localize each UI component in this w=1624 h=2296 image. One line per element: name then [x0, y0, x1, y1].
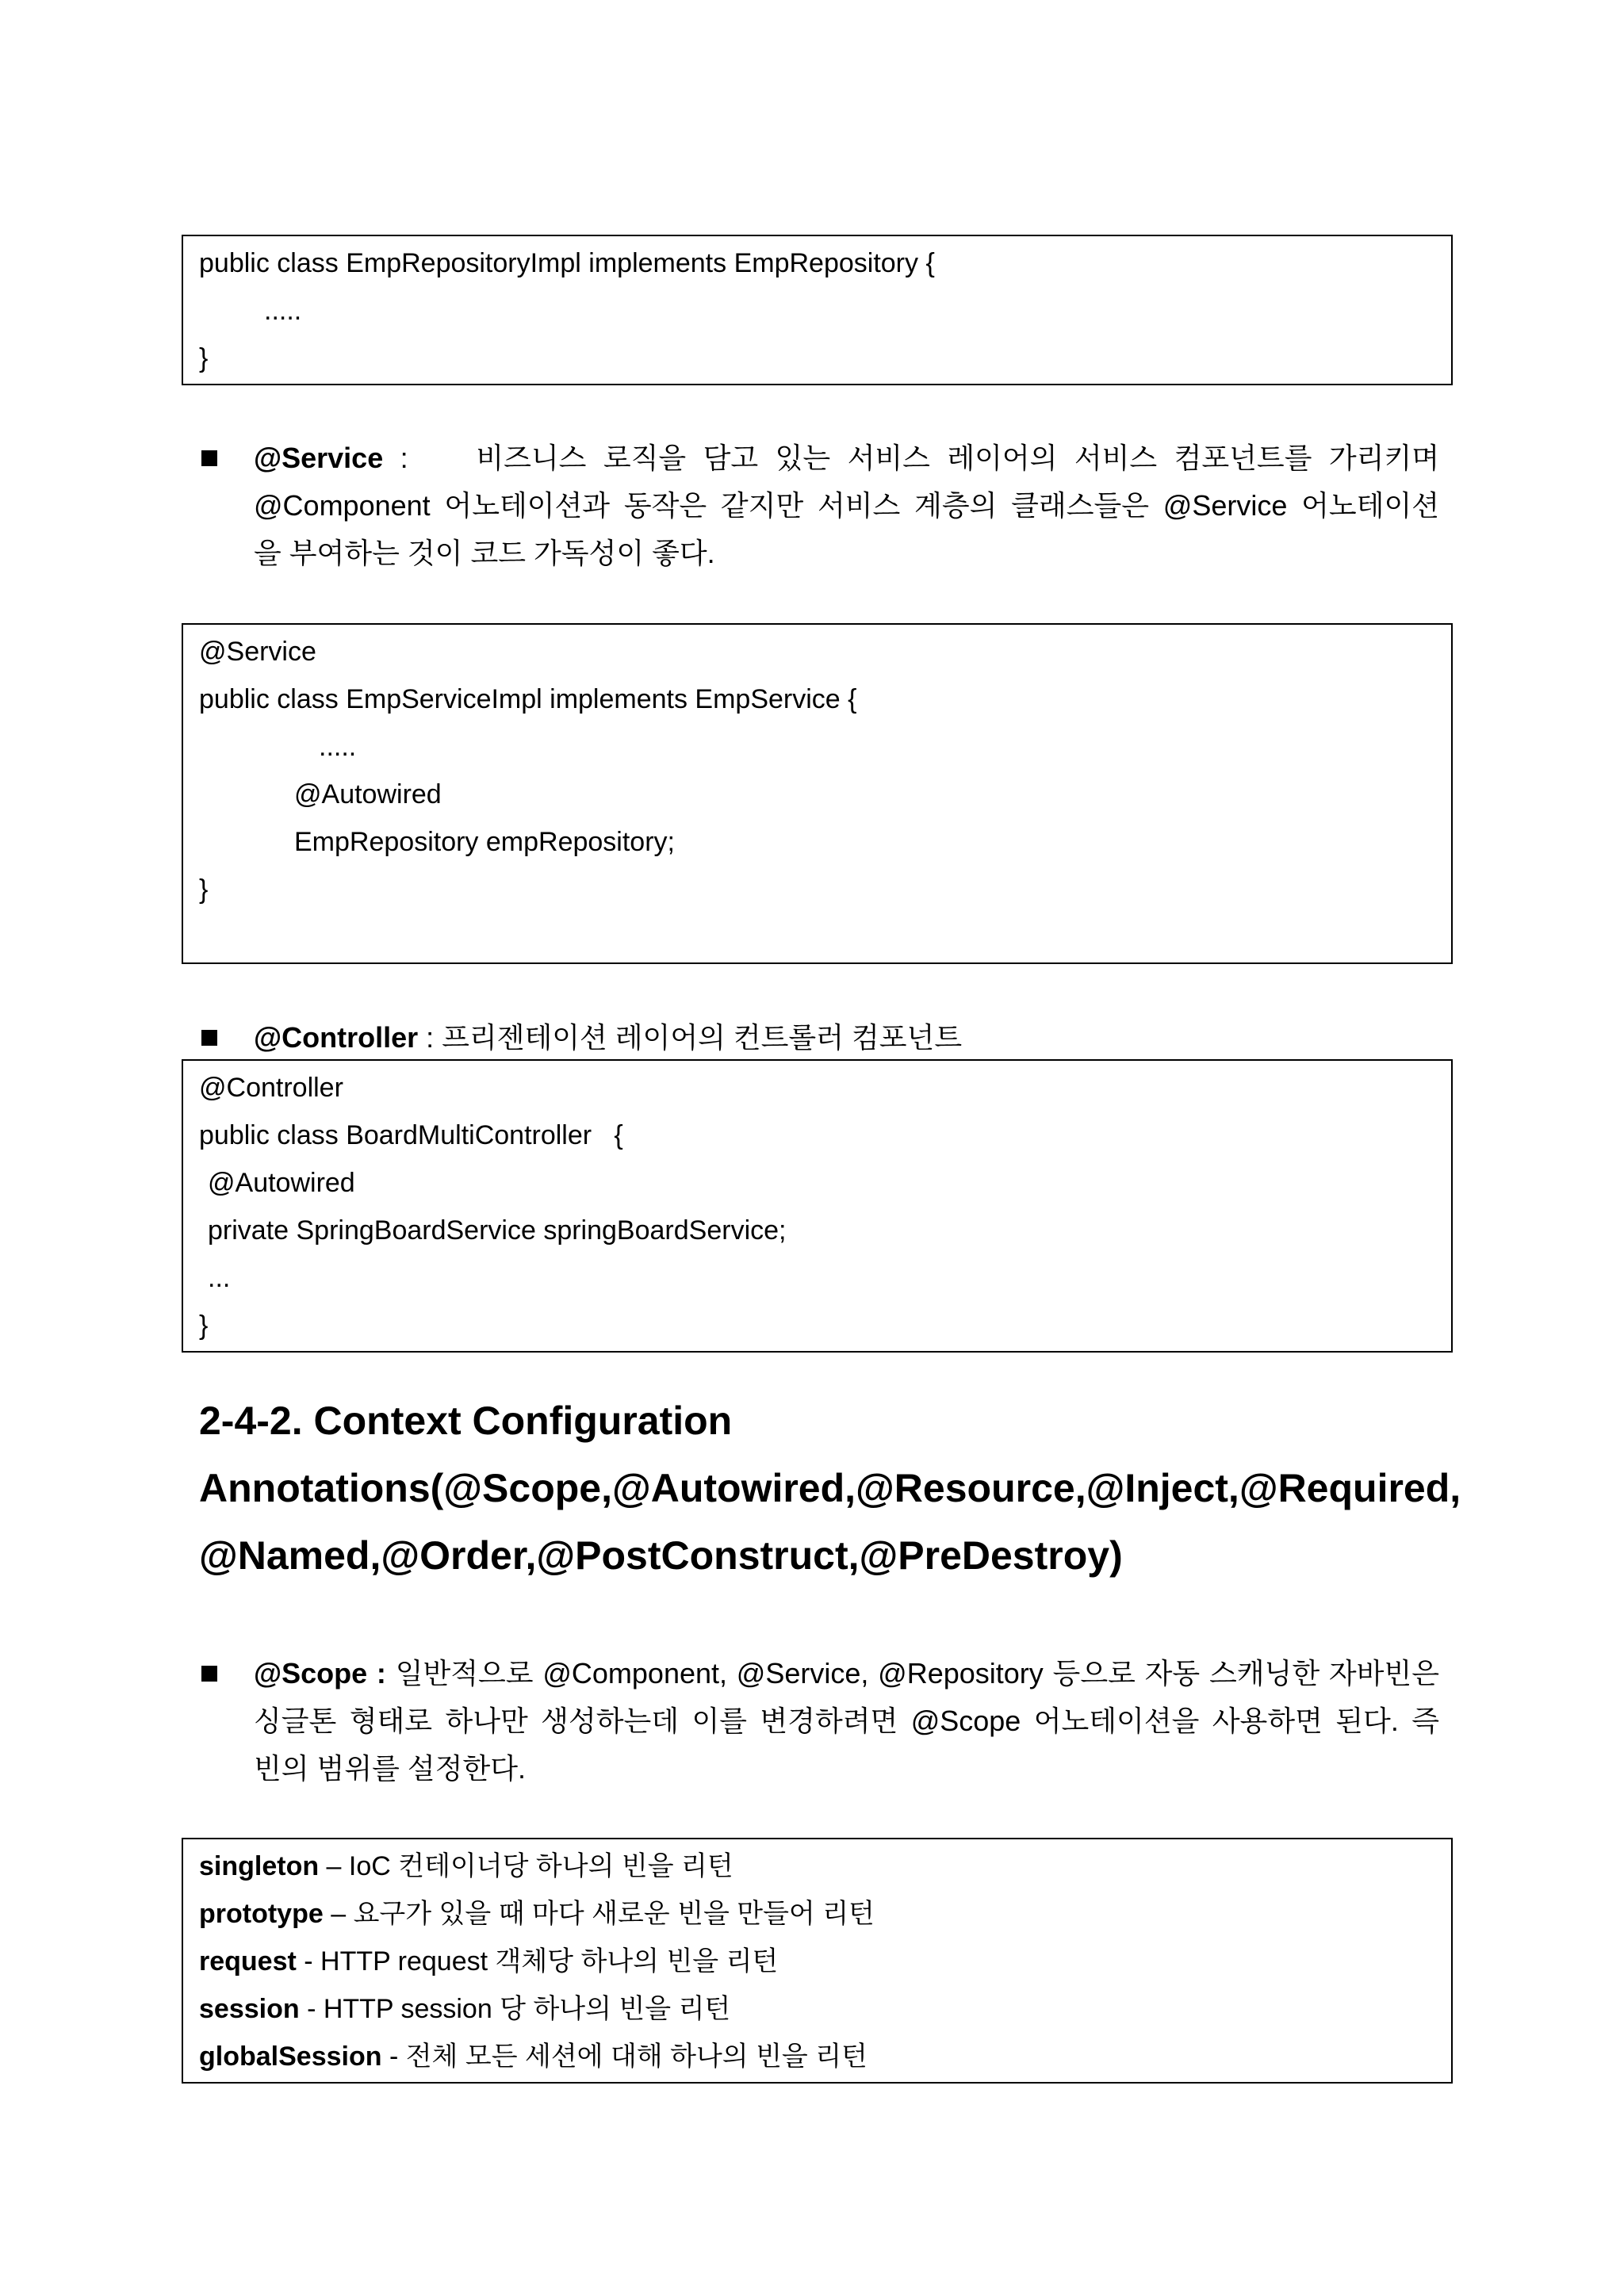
scope-name: globalSession: [199, 2042, 382, 2072]
scope-term: @Scope :: [254, 1657, 386, 1689]
scope-item: [199, 1898, 875, 1930]
scope-item: [199, 1993, 730, 2025]
bullet-square-icon: [201, 450, 217, 466]
controller-term: @Controller: [254, 1021, 419, 1054]
code-line: @Controller: [199, 1073, 343, 1103]
scope-name: prototype: [199, 1899, 324, 1929]
scope-name: request: [199, 1946, 297, 1976]
code-line: public class EmpServiceImpl implements EmpService {: [199, 684, 857, 714]
scope-desc: - HTTP session 당 하나의 빈을 리턴: [299, 1994, 731, 2024]
scope-desc: – 요구가 있을 때 마다 새로운 빈을 만들어 리턴: [323, 1899, 875, 1929]
code-line: }: [199, 874, 209, 905]
code-line: @Autowired: [294, 779, 442, 809]
code-line: ...: [208, 1263, 231, 1293]
scope-line-1: [254, 1650, 1439, 1697]
code-line: .....: [319, 732, 357, 762]
service-line-2: @Component 어노테이션과 동작은 같지만 서비스 계층의 클래스들은 @Service 어노테이션: [254, 489, 1439, 522]
service-sep: :: [383, 442, 408, 474]
controller-desc: : 프리젠테이션 레이어의 컨트롤러 컴포넌트: [418, 1021, 963, 1054]
controller-line: [254, 1014, 1439, 1062]
scope-desc: - HTTP request 객체당 하나의 빈을 리턴: [296, 1946, 779, 1976]
code-line: @Autowired: [208, 1168, 355, 1198]
code-line: }: [199, 1311, 209, 1341]
section-heading-line-3: @Named,@Order,@PostConstruct,@PreDestroy): [199, 1533, 1123, 1578]
bullet-square-icon: [201, 1030, 217, 1046]
service-line-1: [254, 434, 1439, 482]
scope-name: session: [199, 1994, 300, 2024]
scope-desc: - 전체 모든 세션에 대해 하나의 빈을 리턴: [381, 2042, 868, 2072]
code-line: }: [199, 343, 209, 373]
code-line: public class EmpRepositoryImpl implements EmpRepository {: [199, 248, 935, 278]
code-line: private SpringBoardService springBoardService;: [208, 1215, 787, 1246]
scope-line-2: 싱글톤 형태로 하나만 생성하는데 이를 변경하려면 @Scope 어노테이션을 사용하면 된다. 즉: [254, 1705, 1439, 1737]
service-term: @Service: [254, 442, 384, 474]
scope-item: [199, 1850, 733, 1882]
section-heading-line-2: Annotations(@Scope,@Autowired,@Resource,@Inject,@Required,: [199, 1466, 1461, 1510]
code-line: public class BoardMultiController {: [199, 1120, 623, 1150]
code-line: EmpRepository empRepository;: [294, 827, 675, 857]
scope-name: singleton: [199, 1851, 320, 1881]
bullet-square-icon: [201, 1666, 217, 1682]
scope-item: [199, 2041, 868, 2072]
section-heading-line-1: 2-4-2. Context Configuration: [199, 1399, 733, 1443]
service-desc-1: 비즈니스 로직을 담고 있는 서비스 레이어의 서비스 컴포넌트를 가리키며: [476, 442, 1439, 474]
code-block-board-controller: [182, 1059, 1453, 1353]
scope-desc: – IoC 컨테이너당 하나의 빈을 리턴: [319, 1851, 733, 1881]
scope-item: [199, 1946, 778, 1977]
service-line-3: 을 부여하는 것이 코드 가독성이 좋다.: [254, 537, 715, 569]
scope-line-3: 빈의 범위를 설정한다.: [254, 1752, 526, 1785]
scope-desc-1: 일반적으로 @Component, @Service, @Repository 등으로 자동 스캐닝한 자바빈은: [395, 1657, 1439, 1689]
code-line: @Service: [199, 637, 316, 667]
code-line: .....: [264, 296, 302, 326]
